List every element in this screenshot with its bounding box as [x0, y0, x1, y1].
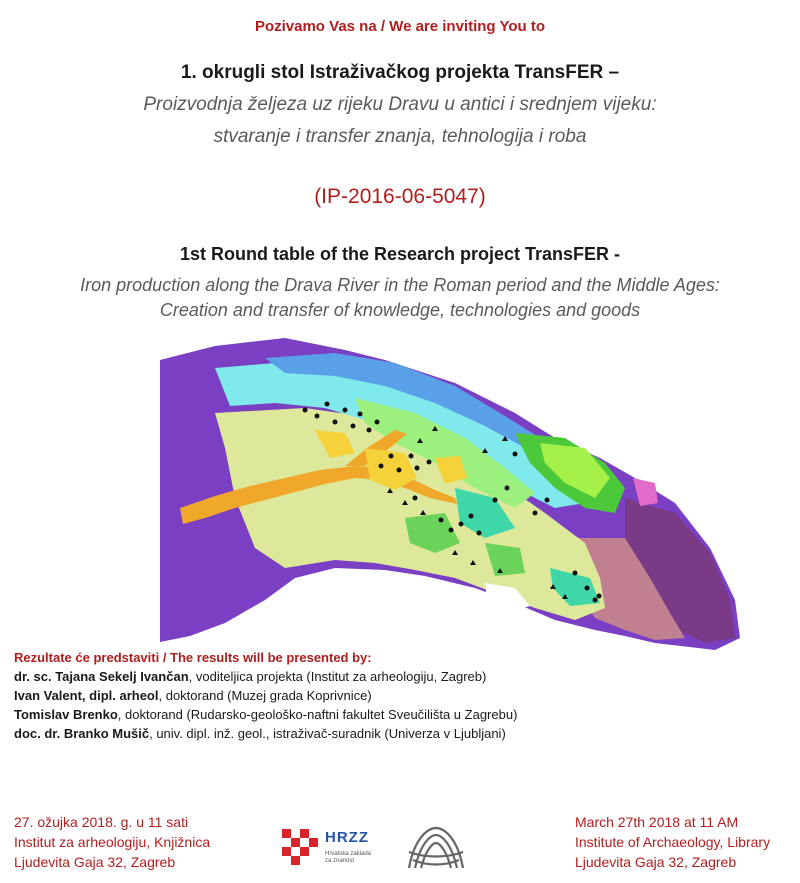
event-date-hr: 27. ožujka 2018. g. u 11 sati	[14, 814, 189, 830]
hrzz-logo-subtitle	[325, 851, 371, 865]
presenter-item	[14, 705, 517, 724]
presenter-name: Ivan Valent, dipl. arheol	[14, 688, 159, 703]
presenter-name: Tomislav Brenko	[14, 707, 118, 722]
presenter-role: , doktorand (Rudarsko-geološko-naftni fakultet Sveučilišta u Zagrebu)	[117, 707, 518, 722]
event-address-en: Ljudevita Gaja 32, Zagreb	[575, 854, 737, 870]
presenter-name: dr. sc. Tajana Sekelj Ivančan	[14, 669, 189, 684]
presenter-item	[14, 686, 517, 705]
geological-map	[155, 338, 740, 650]
subtitle-croatian-line-1: Proizvodnja željeza uz rijeku Dravu u antici i srednjem vijeku:	[143, 94, 657, 115]
presenter-name: doc. dr. Branko Mušič	[14, 726, 150, 741]
project-code: (IP-2016-06-5047)	[314, 185, 486, 208]
subtitle-english-line-2: Creation and transfer of knowledge, technologies and goods	[159, 300, 641, 320]
presenter-role: , voditeljica projekta (Institut za arheologiju, Zagreb)	[188, 669, 487, 684]
event-venue-en: Institute of Archaeology, Library	[575, 834, 771, 850]
event-details-english	[575, 812, 770, 872]
presenter-role: , univ. dipl. inž. geol., istraživač-suradnik (Univerza v Ljubljani)	[149, 726, 506, 741]
hrzz-sub-line-1: Hrvatska zaklada	[325, 851, 372, 857]
subtitle-croatian-line-2: stvaranje i transfer znanja, tehnologija i roba	[213, 126, 587, 147]
hrzz-logo-text: HRZZ	[325, 829, 369, 846]
presenter-item	[14, 724, 517, 743]
knot-logo-icon	[405, 822, 467, 874]
event-venue-hr: Institut za arheologiju, Knjižnica	[14, 834, 211, 850]
invite-line: Pozivamo Vas na / We are inviting You to	[254, 18, 546, 35]
event-details-croatian	[14, 812, 210, 872]
presenter-item	[14, 667, 517, 686]
subtitle-english-line-1: Iron production along the Drava River in the Roman period and the Middle Ages:	[80, 275, 720, 295]
title-english: 1st Round table of the Research project TransFER -	[179, 244, 621, 264]
title-croatian: 1. okrugli stol Istraživačkog projekta TransFER –	[180, 62, 620, 83]
hrzz-sub-line-2: za znanost	[325, 858, 355, 864]
presenters-heading: Rezultate će predstaviti / The results will be presented by:	[14, 650, 372, 665]
presenters-block	[14, 648, 517, 743]
event-date-en: March 27th 2018 at 11 AM	[575, 814, 739, 830]
presenter-role: , doktorand (Muzej grada Koprivnice)	[158, 688, 372, 703]
event-address-hr: Ljudevita Gaja 32, Zagreb	[14, 854, 176, 870]
